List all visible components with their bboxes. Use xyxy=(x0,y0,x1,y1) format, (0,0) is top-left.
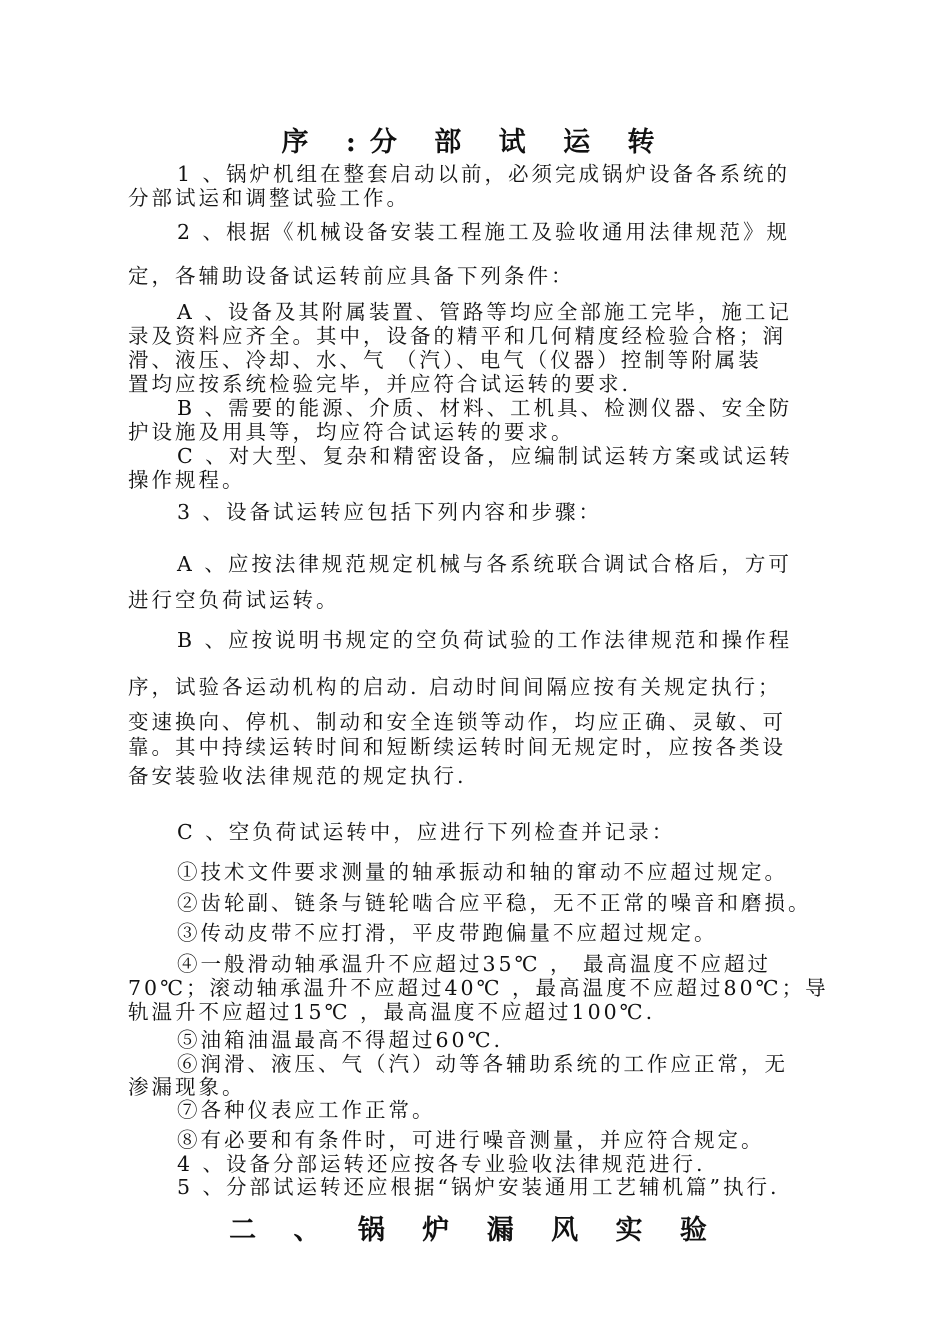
paragraph-line: B 、应按说明书规定的空负荷试验的工作法律规范和操作程 xyxy=(177,628,793,652)
paragraph-line: C 、对大型、复杂和精密设备，应编制试运转方案或试运转 xyxy=(177,444,793,468)
paragraph-line: 4 、设备分部运转还应按各专业验收法律规范进行. xyxy=(177,1152,706,1176)
paragraph-line: 变速换向、停机、制动和安全连锁等动作，均应正确、灵敏、可 xyxy=(128,710,786,734)
paragraph-line: 进行空负荷试运转。 xyxy=(128,588,340,612)
paragraph-line: 滑、液压、冷却、水、气 （汽）、电气（仪器）控制等附属装 xyxy=(128,348,762,372)
list-item: ⑧有必要和有条件时，可进行噪音测量，并应符合规定。 xyxy=(177,1128,765,1152)
paragraph-line: 操作规程。 xyxy=(128,468,246,492)
list-item: ④一般滑动轴承温升不应超过35℃ ， 最高温度不应超过 xyxy=(177,952,772,976)
paragraph-line: 分部试运和调整试验工作。 xyxy=(128,186,410,210)
list-item: ⑦各种仪表应工作正常。 xyxy=(177,1098,436,1122)
paragraph-line: 置均应按系统检验完毕，并应符合试运转的要求. xyxy=(128,372,632,396)
paragraph-line: C 、空负荷试运转中，应进行下列检查并记录： xyxy=(177,820,676,844)
paragraph-line: 渗漏现象。 xyxy=(128,1075,246,1099)
paragraph-line: 定，各辅助设备试运转前应具备下列条件： xyxy=(128,264,575,288)
paragraph-line: B 、需要的能源、介质、材料、工机具、检测仪器、安全防 xyxy=(177,396,793,420)
paragraph-line: 护设施及用具等，均应符合试运转的要求。 xyxy=(128,420,575,444)
list-item: ③传动皮带不应打滑，平皮带跑偏量不应超过规定。 xyxy=(177,921,718,945)
paragraph-line: 序，试验各运动机构的启动. 启动时间间隔应按有关规定执行； xyxy=(128,675,782,699)
paragraph-line: 70℃；滚动轴承温升不应超过40℃ ，最高温度不应超过80℃；导 xyxy=(128,976,829,1000)
paragraph-line: 2 、根据《机械设备安装工程施工及验收通用法律规范》规 xyxy=(177,220,791,244)
paragraph-line: 轨温升不应超过15℃ ，最高温度不应超过100℃. xyxy=(128,1000,656,1024)
section-title: 二 、 锅 炉 漏 风 实 验 xyxy=(229,1215,721,1246)
list-item: ⑤油箱油温最高不得超过60℃. xyxy=(177,1028,504,1052)
paragraph-line: 3 、设备试运转应包括下列内容和步骤： xyxy=(177,500,603,524)
paragraph-line: 录及资料应齐全。其中，设备的精平和几何精度经检验合格；润 xyxy=(128,324,786,348)
paragraph-line: 靠。其中持续运转时间和短断续运转时间无规定时，应按各类设 xyxy=(128,735,786,759)
list-item: ①技术文件要求测量的轴承振动和轴的窜动不应超过规定。 xyxy=(177,860,788,884)
paragraph-line: A 、应按法律规范规定机械与各系统联合调试合格后，方可 xyxy=(177,552,792,576)
paragraph-line: 1 、锅炉机组在整套启动以前，必须完成锅炉设备各系统的 xyxy=(177,162,791,186)
list-item: ⑥润滑、液压、气（汽）动等各辅助系统的工作应正常，无 xyxy=(177,1052,788,1076)
section-title: 序 :分 部 试 运 转 xyxy=(281,127,669,158)
paragraph-line: A 、设备及其附属装置、管路等均应全部施工完毕，施工记 xyxy=(177,300,792,324)
paragraph-line: 备安装验收法律规范的规定执行. xyxy=(128,764,467,788)
paragraph-line: 5 、分部试运转还应根据“锅炉安装通用工艺辅机篇”执行. xyxy=(177,1175,780,1199)
list-item: ②齿轮副、链条与链轮啮合应平稳，无不正常的噪音和磨损。 xyxy=(177,891,812,915)
